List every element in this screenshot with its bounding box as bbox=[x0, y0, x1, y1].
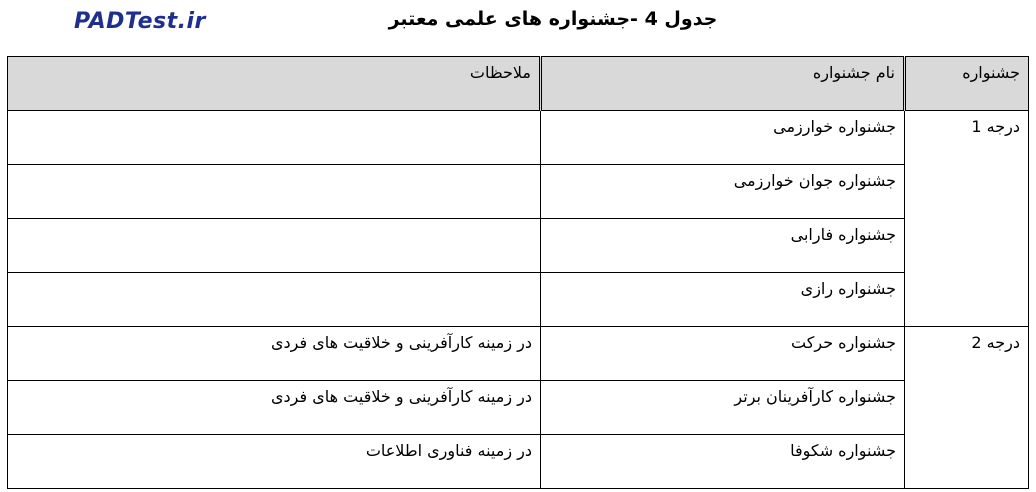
festival-name-cell: جشنواره حرکت bbox=[541, 327, 905, 381]
header-festival-grade: جشنواره bbox=[905, 57, 1029, 111]
table-row bbox=[8, 381, 1029, 435]
table-row bbox=[8, 111, 1029, 165]
notes-cell: در زمینه فناوری اطلاعات bbox=[8, 435, 541, 489]
table-row bbox=[8, 435, 1029, 489]
festival-name-cell: جشنواره فارابی bbox=[541, 219, 905, 273]
table-row bbox=[8, 165, 1029, 219]
grade-cell: درجه 2 bbox=[905, 327, 1029, 489]
notes-cell bbox=[8, 273, 541, 327]
festival-name-cell: جشنواره رازی bbox=[541, 273, 905, 327]
notes-cell bbox=[8, 111, 541, 165]
header-festival-name: نام جشنواره bbox=[541, 57, 905, 111]
notes-cell: در زمینه کارآفرینی و خلاقیت های فردی bbox=[8, 327, 541, 381]
festival-name-cell: جشنواره خوارزمی bbox=[541, 111, 905, 165]
table-title: جدول 4 -جشنواره های علمی معتبر bbox=[388, 8, 718, 30]
site-logo: PADTest.ir bbox=[74, 9, 206, 34]
notes-cell bbox=[8, 219, 541, 273]
header-notes: ملاحظات bbox=[8, 57, 541, 111]
notes-cell bbox=[8, 165, 541, 219]
grade-cell: درجه 1 bbox=[905, 111, 1029, 327]
festival-name-cell: جشنواره جوان خوارزمی bbox=[541, 165, 905, 219]
festival-name-cell: جشنواره شکوفا bbox=[541, 435, 905, 489]
festivals-table bbox=[7, 56, 1029, 489]
table-header-row bbox=[8, 57, 1029, 111]
notes-cell: در زمینه کارآفرینی و خلاقیت های فردی bbox=[8, 381, 541, 435]
table-row bbox=[8, 273, 1029, 327]
festival-name-cell: جشنواره کارآفرینان برتر bbox=[541, 381, 905, 435]
table-row bbox=[8, 327, 1029, 381]
table-row bbox=[8, 219, 1029, 273]
